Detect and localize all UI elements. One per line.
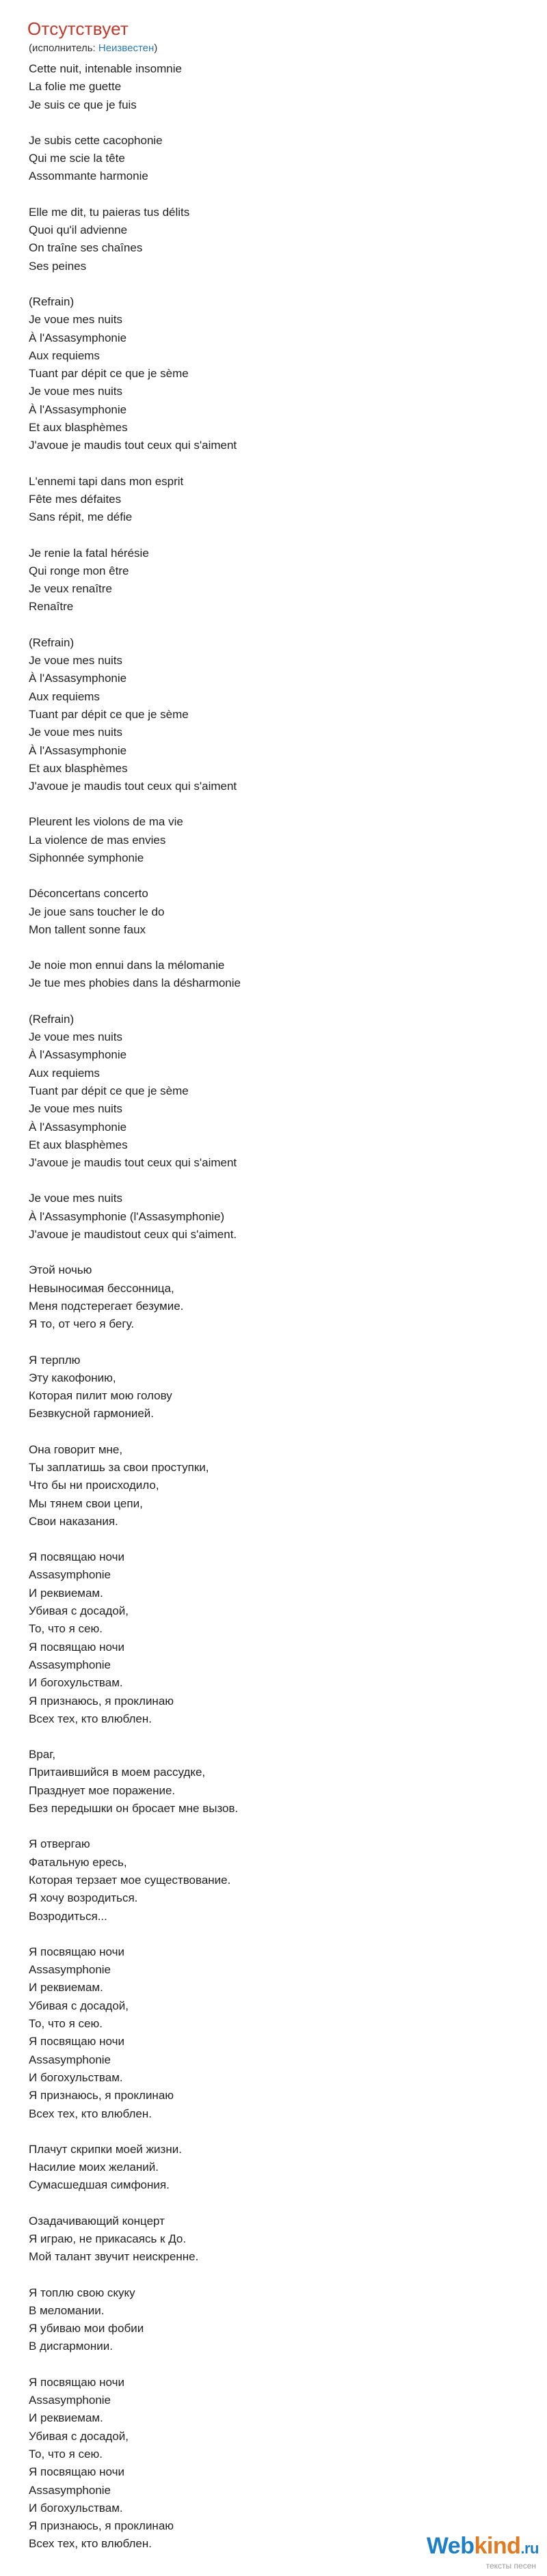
lyric-line: Aux requiems (29, 348, 100, 362)
lyric-line: Je subis cette cacophonie (29, 133, 163, 147)
lyric-line: À l'Assasymphonie (29, 743, 127, 757)
lyric-line: Déconcertans concerto (29, 887, 148, 901)
lyrics-stanza (29, 1190, 547, 1244)
lyric-line: Я топлю свою скуку (29, 2286, 135, 2299)
lyric-line: Siphonnée symphonie (29, 851, 144, 864)
lyric-line: La violence de mas envies (29, 833, 166, 847)
brand-logo[interactable] (427, 2534, 539, 2561)
lyric-line: À l'Assasymphonie (29, 672, 127, 685)
lyric-line: Assasymphonie (29, 2394, 111, 2407)
lyric-line: Которая терзает мое существование. (29, 1873, 231, 1887)
lyric-line: Что бы ни происходило, (29, 1479, 159, 1492)
lyric-line: И реквиемам. (29, 2411, 103, 2425)
lyric-line: Je voue mes nuits (29, 654, 123, 668)
lyric-line: Я посвящаю ночи (29, 2465, 124, 2479)
lyric-line: Assasymphonie (29, 2053, 111, 2066)
lyric-line: Я играю, не прикасаясь к До. (29, 2232, 187, 2245)
lyric-line: Плачут скрипки моей жизни. (29, 2142, 182, 2156)
lyric-line: Безвкусной гармонией. (29, 1407, 154, 1421)
lyrics-stanza (29, 2374, 547, 2553)
lyric-line: Празднует мое поражение. (29, 1783, 176, 1797)
lyrics-stanza (29, 1352, 547, 1423)
lyric-line: Всех тех, кто влюблен. (29, 2537, 152, 2551)
lyric-line: J'avoue je maudistout ceux qui s'aiment. (29, 1228, 237, 1242)
lyric-line: Невыносимая бессонница, (29, 1281, 174, 1295)
lyric-line: Этой ночью (29, 1263, 92, 1277)
lyric-line: Враг, (29, 1748, 56, 1762)
lyric-line: À l'Assasymphonie (29, 331, 127, 344)
lyric-line: Я то, от чего я бегу. (29, 1317, 135, 1331)
lyric-line: Je renie la fatal hérésie (29, 546, 149, 560)
site-brand[interactable] (427, 2534, 539, 2571)
lyric-line: И реквиемам. (29, 1586, 103, 1600)
lyrics-stanza (29, 1011, 547, 1173)
artist-line (29, 41, 547, 56)
lyric-line: On traîne ses chaînes (29, 241, 143, 255)
lyric-line: Assommante harmonie (29, 169, 148, 183)
lyrics-stanza (29, 2212, 547, 2266)
lyrics-stanza (29, 204, 547, 275)
lyric-line: То, что я сею. (29, 2447, 103, 2461)
lyrics-stanza (29, 1746, 547, 1818)
lyric-line: Я посвящаю ночи (29, 2035, 124, 2049)
lyric-line: Я посвящаю ночи (29, 1945, 124, 1958)
lyric-line: Убивая с досадой, (29, 2429, 129, 2443)
lyric-line: Притаившийся в моем рассудке, (29, 1766, 206, 1779)
lyric-line: Tuant par dépit ce que je sème (29, 707, 189, 721)
lyrics-stanza (29, 545, 547, 616)
brand-logo-web: Web (426, 2533, 475, 2559)
lyric-line: Assasymphonie (29, 2483, 111, 2497)
lyric-line: То, что я сею. (29, 1622, 103, 1636)
lyrics-stanza (29, 957, 547, 993)
lyric-line: Je voue mes nuits (29, 1192, 123, 1205)
lyric-line: Фатальную ересь, (29, 1855, 127, 1869)
lyric-line: И богохульствам. (29, 1676, 123, 1690)
lyric-line: Je voue mes nuits (29, 385, 123, 398)
lyric-line: Я хочу возродиться. (29, 1891, 138, 1905)
lyric-line: Меня подстерегает безумие. (29, 1299, 184, 1313)
artist-link[interactable]: Неизвестен (98, 42, 155, 54)
brand-logo-kind: kind (474, 2533, 521, 2559)
lyrics-stanza (29, 1548, 547, 1728)
lyric-line: Qui ronge mon être (29, 564, 129, 577)
lyrics-stanza (29, 1835, 547, 1925)
lyric-line: Мой талант звучит неискренне. (29, 2250, 199, 2264)
lyric-line: Всех тех, кто влюблен. (29, 1712, 152, 1725)
lyric-line: Она говорит мне, (29, 1442, 123, 1456)
lyric-line: И реквиемам. (29, 1981, 103, 1995)
lyric-line: J'avoue je maudis tout ceux qui s'aiment (29, 439, 237, 452)
lyric-line: Я посвящаю ночи (29, 1550, 124, 1564)
lyric-line: (Refrain) (29, 635, 75, 649)
lyric-line: Насилие моих желаний. (29, 2161, 159, 2174)
lyric-line: (Refrain) (29, 1012, 75, 1026)
lyric-line: Je voue mes nuits (29, 313, 123, 327)
lyric-line: La folie me guette (29, 80, 122, 94)
lyric-line: Assasymphonie (29, 1658, 111, 1671)
lyrics-stanza (29, 2284, 547, 2356)
lyric-line: Всех тех, кто влюблен. (29, 2107, 152, 2120)
lyric-line: Я посвящаю ночи (29, 2375, 124, 2389)
lyric-line: Assasymphonie (29, 1963, 111, 1977)
lyric-line: Qui me scie la tête (29, 152, 125, 165)
lyric-line: Je voue mes nuits (29, 726, 123, 739)
lyric-line: À l'Assasymphonie (29, 1048, 127, 1062)
lyric-line: Я терплю (29, 1353, 81, 1367)
lyric-line: L'ennemi tapi dans mon esprit (29, 474, 184, 488)
lyrics-body (29, 60, 547, 2553)
lyric-line: Я убиваю мои фобии (29, 2322, 144, 2335)
lyrics-stanza (29, 293, 547, 455)
lyrics-stanza (29, 1441, 547, 1531)
lyric-line: Aux requiems (29, 1066, 100, 1080)
lyric-line: Aux requiems (29, 689, 100, 703)
lyric-line: Je voue mes nuits (29, 1102, 123, 1116)
lyric-line: Tuant par dépit ce que je sème (29, 367, 189, 381)
lyric-line: Je noie mon ennui dans la mélomanie (29, 959, 225, 972)
lyric-line: В меломании. (29, 2303, 105, 2317)
artist-suffix: ) (154, 42, 158, 54)
lyric-line: Mon tallent sonne faux (29, 922, 146, 936)
lyric-line: То, что я сею. (29, 2017, 103, 2031)
song-title: Отсутствует (27, 18, 129, 39)
lyric-line: (Refrain) (29, 294, 75, 308)
lyric-line: Cette nuit, intenable insomnie (29, 62, 182, 75)
lyric-line: Je voue mes nuits (29, 1030, 123, 1044)
lyric-line: Elle me dit, tu paieras tus délits (29, 205, 190, 219)
lyric-line: Сумасшедшая симфония. (29, 2178, 170, 2192)
lyric-line: Я признаюсь, я проклинаю (29, 2519, 174, 2533)
lyric-line: Et aux blasphèmes (29, 1138, 128, 1151)
lyric-line: Je tue mes phobies dans la désharmonie (29, 976, 241, 990)
artist-prefix: (исполнитель: (29, 42, 98, 54)
lyric-line: Quoi qu'il advienne (29, 223, 128, 237)
lyrics-stanza (29, 634, 547, 796)
brand-tagline: тексты песен (485, 2561, 536, 2571)
lyric-line: Je veux renaître (29, 582, 112, 596)
lyric-line: Я признаюсь, я проклинаю (29, 1694, 174, 1708)
lyric-line: À l'Assasymphonie (29, 1120, 127, 1134)
lyric-line: Я признаюсь, я проклинаю (29, 2089, 174, 2102)
lyric-line: À l'Assasymphonie (l'Assasymphonie) (29, 1209, 225, 1223)
lyric-line: Tuant par dépit ce que je sème (29, 1084, 189, 1097)
lyric-line: Et aux blasphèmes (29, 421, 128, 435)
lyric-line: Я посвящаю ночи (29, 1640, 124, 1654)
lyric-line: Убивая с досадой, (29, 1999, 129, 2012)
lyric-line: Эту какофонию, (29, 1371, 116, 1384)
lyric-line: J'avoue je maudis tout ceux qui s'aiment (29, 1156, 237, 1170)
lyric-line: И богохульствам. (29, 2070, 123, 2084)
lyric-line: Sans répit, me défie (29, 510, 133, 524)
lyric-line: Et aux blasphèmes (29, 761, 128, 775)
lyric-line: Свои наказания. (29, 1514, 118, 1528)
lyric-line: Возродиться... (29, 1909, 107, 1923)
lyric-line: Озадачивающий концерт (29, 2214, 165, 2228)
lyric-line: À l'Assasymphonie (29, 402, 127, 416)
lyrics-stanza (29, 1261, 547, 1333)
lyrics-stanza (29, 813, 547, 867)
lyrics-stanza (29, 132, 547, 186)
lyric-line: Мы тянем свои цепи, (29, 1496, 143, 1510)
lyric-line: Pleurent les violons de ma vie (29, 815, 183, 829)
lyrics-stanza (29, 60, 547, 114)
lyric-line: Je joue sans toucher le do (29, 905, 165, 918)
brand-logo-tld: .ru (520, 2540, 539, 2557)
lyrics-stanza (29, 2141, 547, 2195)
lyric-line: Assasymphonie (29, 1568, 111, 1582)
lyrics-stanza (29, 473, 547, 527)
lyric-line: J'avoue je maudis tout ceux qui s'aiment (29, 780, 237, 793)
lyric-line: Ты заплатишь за свои проступки, (29, 1461, 209, 1474)
lyric-line: Je suis ce que je fuis (29, 98, 137, 111)
lyric-line: В дисгармонии. (29, 2340, 113, 2353)
lyric-line: Fête mes défaites (29, 492, 122, 506)
lyric-line: Убивая с досадой, (29, 1604, 129, 1618)
lyric-line: Которая пилит мою голову (29, 1389, 172, 1403)
lyric-line: Renaître (29, 600, 74, 614)
lyric-line: Я отвергаю (29, 1837, 90, 1851)
lyric-line: Ses peines (29, 259, 87, 273)
lyric-line: И богохульствам. (29, 2501, 123, 2515)
lyrics-stanza (29, 1943, 547, 2123)
lyrics-stanza (29, 885, 547, 939)
lyric-line: Без передышки он бросает мне вызов. (29, 1802, 239, 1815)
